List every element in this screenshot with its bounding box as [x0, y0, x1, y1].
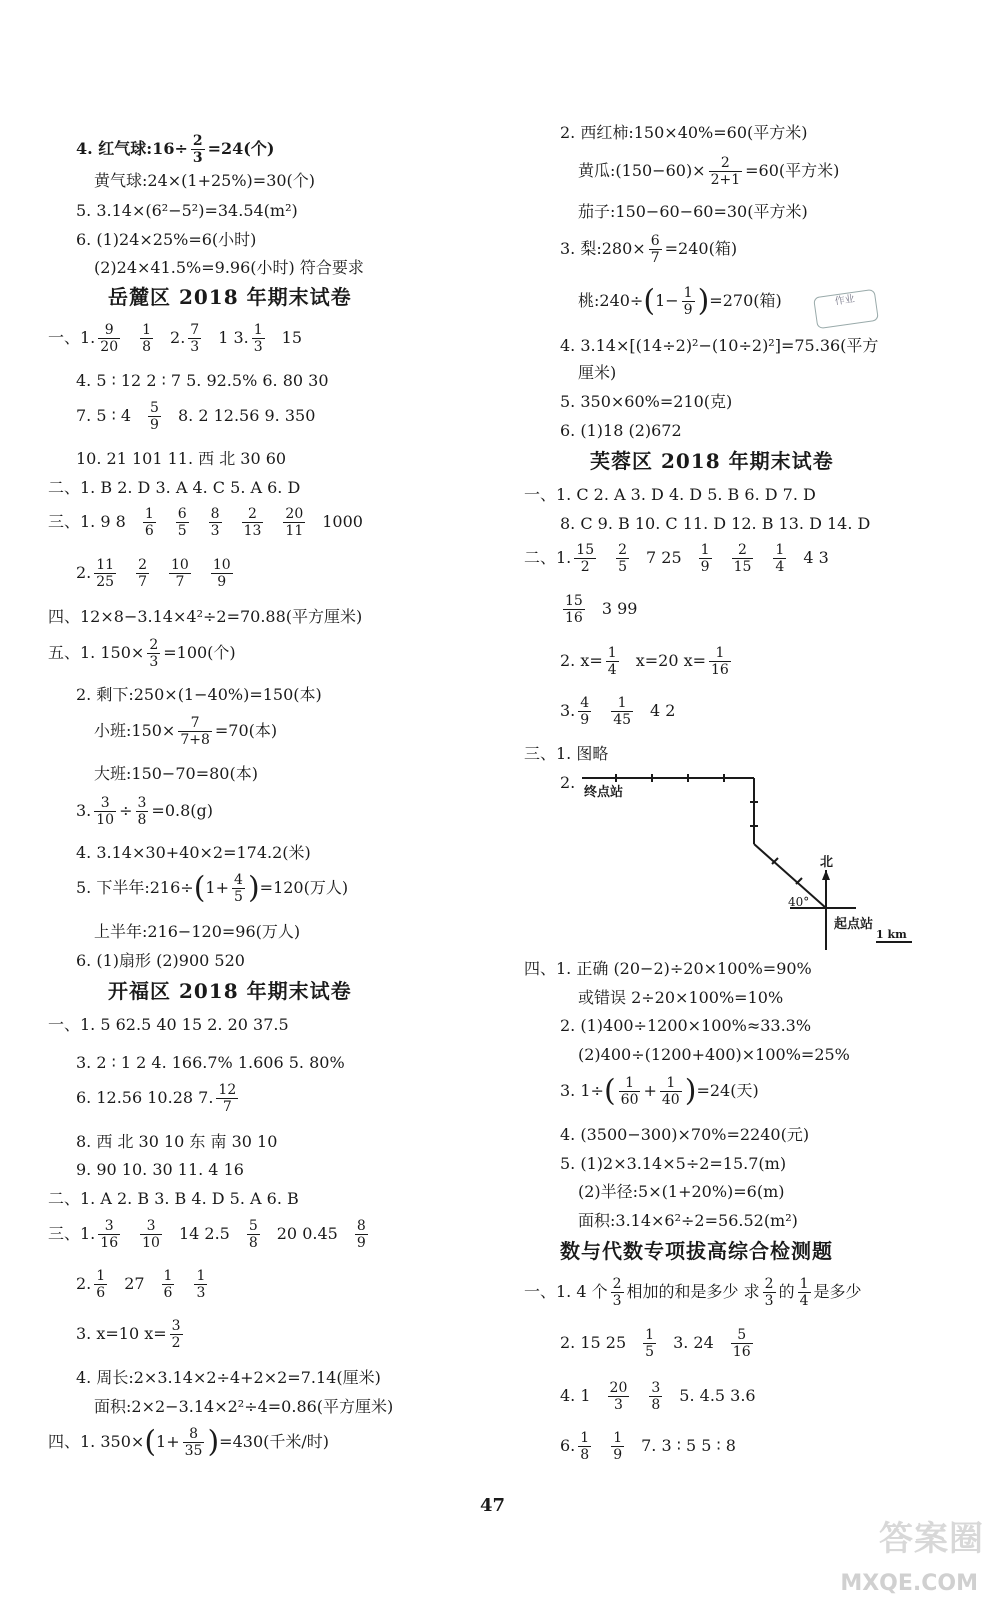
fraction: $\frac{1}{6}$	[144, 506, 154, 539]
fraction: $\frac{7}{7+8}$	[180, 715, 210, 748]
homework-stamp: 作业	[813, 289, 879, 329]
answer-line: 3. $\frac{3}{10}$ ÷ $\frac{3}{8}$ =0.8(g)	[76, 795, 213, 828]
answer-line: 10. 21 101 11. 西 北 30 60	[76, 449, 287, 468]
answer-line: 三、1. 图略	[524, 744, 609, 763]
start-station-label: 起点站	[834, 917, 874, 932]
north-label: 北	[820, 855, 834, 870]
fraction: $\frac{4}{5}$	[234, 872, 243, 905]
answer-line: 5. 350×60%=210(克)	[560, 392, 733, 411]
answer-line: 或错误 2÷20×100%=10%	[578, 988, 784, 1007]
fraction: $\frac{1}{4}$	[607, 645, 617, 678]
answer-line: 5. 下半年:216÷(1+ $\frac{4}{5}$ )=120(万人)	[76, 870, 349, 906]
fraction: $\frac{1}{9}$	[613, 1430, 623, 1463]
answer-line: (2)半径:5×(1+20%)=6(m)	[578, 1182, 785, 1201]
fraction: $\frac{10}{7}$	[171, 557, 189, 590]
fraction: $\frac{1}{4}$	[775, 542, 785, 575]
fraction: $\frac{20}{11}$	[285, 506, 304, 539]
section-title-furong: 芙蓉区 2018 年期末试卷	[590, 449, 834, 473]
answer-line: 四、12×8−3.14×4²÷2=70.88(平方厘米)	[48, 607, 363, 626]
fraction: $\frac{6}{7}$	[650, 233, 660, 266]
answer-line: $\frac{15}{16}$ 3 99	[565, 593, 638, 626]
route-diagram	[576, 772, 916, 952]
answer-line: 2. (1)400÷1200×100%≈33.3%	[560, 1016, 812, 1035]
answer-line: 2. $\frac{11}{25}$ $\frac{2}{7}$ $\frac{10}{7}$ $\frac{10}{9}$	[76, 557, 231, 590]
watermark-logo: 答案圈	[879, 1519, 984, 1559]
fraction: $\frac{1}{60}$	[620, 1075, 639, 1108]
answer-line: 三、1. 9 8 $\frac{1}{6}$ $\frac{6}{5}$ $\frac{8}{3}$ $\frac{2}{13}$ $\frac{20}{11}$ 1000	[48, 506, 363, 539]
answer-line: 四、1. 正确 (20−2)÷20×100%=90%	[524, 959, 812, 978]
fraction: $\frac{2}{3}$	[192, 133, 203, 166]
fraction: $\frac{1}{4}$	[799, 1276, 809, 1309]
section-title-shuyu: 数与代数专项拔高综合检测题	[560, 1239, 833, 1263]
answer-line: 4. 周长:2×3.14×2÷4+2×2=7.14(厘米)	[76, 1368, 381, 1387]
answer-line: 2.	[560, 773, 576, 792]
answer-line: 9. 90 10. 30 11. 4 16	[76, 1160, 244, 1179]
fraction: $\frac{2}{13}$	[243, 506, 262, 539]
fraction: $\frac{2}{2+1}$	[710, 155, 741, 188]
answer-line: 黄瓜:(150−60)× $\frac{2}{2+1}$ =60(平方米)	[578, 155, 840, 188]
end-station-label: 终点站	[584, 785, 624, 800]
answer-line: 6. $\frac{1}{8}$ $\frac{1}{9}$ 7. 3 ∶ 5 5 ∶ 8	[560, 1430, 736, 1463]
fraction: $\frac{2}{7}$	[138, 557, 148, 590]
fraction: $\frac{8}{9}$	[356, 1218, 366, 1251]
answer-line: 五、1. 150× $\frac{2}{3}$ =100(个)	[48, 637, 236, 670]
answer-line: 2. 15 25 $\frac{1}{5}$ 3. 24 $\frac{5}{16}$	[560, 1327, 751, 1360]
answer-line: 面积:3.14×6²÷2=56.52(m²)	[578, 1211, 798, 1230]
fraction: $\frac{6}{5}$	[177, 506, 187, 539]
fraction: $\frac{1}{16}$	[711, 645, 729, 678]
fraction: $\frac{2}{5}$	[618, 542, 628, 575]
fraction: $\frac{1}{6}$	[163, 1268, 173, 1301]
answer-line: (2)24×41.5%=9.96(小时) 符合要求	[94, 258, 364, 277]
page-number: 47	[480, 1495, 506, 1516]
answer-line: 4. 红气球:16÷ $\frac{2}{3}$ =24(个)	[76, 133, 275, 166]
answer-line: 7. 5 ∶ 4 $\frac{5}{9}$ 8. 2 12.56 9. 350	[76, 400, 316, 433]
fraction: $\frac{1}{8}$	[142, 322, 152, 355]
answer-line: 5. 3.14×(6²−5²)=34.54(m²)	[76, 201, 298, 220]
answer-line: 4. 3.14×[(14÷2)²−(10÷2)²]=75.36(平方	[560, 336, 879, 355]
answer-line: 8. 西 北 30 10 东 南 30 10	[76, 1132, 278, 1151]
answer-line: 3. 梨:280× $\frac{6}{7}$ =240(箱)	[560, 233, 738, 266]
fraction: $\frac{1}{9}$	[700, 542, 710, 575]
answer-line: 一、1. 4 个 $\frac{2}{3}$ 相加的和是多少 求 $\frac{2}{3}$ 的 $\frac{1}{4}$ 是多少	[524, 1276, 862, 1309]
answer-line: 6. 12.56 10.28 7. $\frac{12}{7}$	[76, 1082, 237, 1115]
answer-line: 大班:150−70=80(本)	[94, 764, 258, 783]
fraction: $\frac{10}{9}$	[212, 557, 231, 590]
fraction: $\frac{7}{3}$	[190, 322, 200, 355]
fraction: $\frac{1}{3}$	[253, 322, 263, 355]
answer-line: 4. 3.14×30+40×2=174.2(米)	[76, 843, 311, 862]
scale-label: 1 km	[876, 928, 907, 941]
answer-line: 3. 1÷( $\frac{1}{60}$ + $\frac{1}{40}$ )=24(天)	[560, 1073, 759, 1109]
north-arrow-icon	[822, 870, 830, 880]
answer-line: 厘米)	[578, 363, 617, 382]
answer-line: 6. (1)24×25%=6(小时)	[76, 230, 257, 249]
fraction: $\frac{1}{5}$	[645, 1327, 655, 1360]
answer-line: 3. 2 ∶ 1 2 4. 166.7% 1.606 5. 80%	[76, 1053, 345, 1072]
fraction: $\frac{4}{9}$	[580, 695, 590, 728]
answer-line: 上半年:216−120=96(万人)	[94, 922, 301, 941]
answer-line: 二、1. A 2. B 3. B 4. D 5. A 6. B	[48, 1189, 299, 1208]
fraction: $\frac{5}{8}$	[248, 1218, 258, 1251]
fraction: $\frac{1}{45}$	[613, 695, 632, 728]
fraction: $\frac{1}{8}$	[580, 1430, 590, 1463]
fraction: $\frac{1}{9}$	[683, 285, 693, 318]
fraction: $\frac{12}{7}$	[218, 1082, 237, 1115]
fraction: $\frac{3}{8}$	[137, 795, 147, 828]
fraction: $\frac{2}{3}$	[612, 1276, 622, 1309]
watermark-url: MXQE.COM	[840, 1571, 978, 1596]
fraction: $\frac{3}{2}$	[171, 1318, 181, 1351]
answer-line: 面积:2×2−3.14×2²÷4=0.86(平方厘米)	[94, 1397, 394, 1416]
fraction: $\frac{5}{16}$	[732, 1327, 751, 1360]
answer-line: 8. C 9. B 10. C 11. D 12. B 13. D 14. D	[560, 514, 871, 533]
answer-line: (2)400÷(1200+400)×100%=25%	[578, 1045, 850, 1064]
answer-line: 桃:240÷(1− $\frac{1}{9}$ )=270(箱)	[578, 283, 782, 319]
answer-line: 2. 西红柿:150×40%=60(平方米)	[560, 123, 808, 142]
answer-line: 3. $\frac{4}{9}$ $\frac{1}{45}$ 4 2	[560, 695, 676, 728]
fraction: $\frac{3}{10}$	[142, 1218, 160, 1251]
angle-label: 40°	[788, 895, 810, 909]
fraction: $\frac{15}{2}$	[576, 542, 595, 575]
fraction: $\frac{3}{10}$	[96, 795, 115, 828]
answer-line: 6. (1)扇形 (2)900 520	[76, 951, 245, 970]
answer-line: 3. x=10 x= $\frac{3}{2}$	[76, 1318, 181, 1351]
answer-line: 一、1. 5 62.5 40 15 2. 20 37.5	[48, 1015, 289, 1034]
answer-line: 二、1. B 2. D 3. A 4. C 5. A 6. D	[48, 478, 301, 497]
answer-line: 一、1. C 2. A 3. D 4. D 5. B 6. D 7. D	[524, 485, 816, 504]
answer-line: 小班:150× $\frac{7}{7+8}$ =70(本)	[94, 715, 278, 748]
fraction: $\frac{9}{20}$	[100, 322, 119, 355]
answer-line: 4. 5 ∶ 12 2 ∶ 7 5. 92.5% 6. 80 30	[76, 371, 329, 390]
fraction: $\frac{1}{3}$	[196, 1268, 206, 1301]
fraction: $\frac{3}{8}$	[651, 1380, 661, 1413]
answer-line: 黄气球:24×(1+25%)=30(个)	[94, 171, 316, 190]
fraction: $\frac{8}{3}$	[210, 506, 220, 539]
answer-line: 四、1. 350×(1+ $\frac{8}{35}$ )=430(千米/时)	[48, 1424, 329, 1460]
answer-line: 一、1. $\frac{9}{20}$ $\frac{1}{8}$ 2. $\frac{7}{3}$ 1 3. $\frac{1}{3}$ 15	[48, 322, 303, 355]
answer-line: 5. (1)2×3.14×5÷2=15.7(m)	[560, 1154, 787, 1173]
answer-line: 二、1. $\frac{15}{2}$ $\frac{2}{5}$ 7 25 $\frac{1}{9}$ $\frac{2}{15}$ $\frac{1}{4}$ 4 3	[524, 542, 829, 575]
answer-line: 2. $\frac{1}{6}$ 27 $\frac{1}{6}$ $\frac{1}{3}$	[76, 1268, 206, 1301]
fraction: $\frac{3}{16}$	[100, 1218, 119, 1251]
answer-line: 2. 剩下:250×(1−40%)=150(本)	[76, 685, 322, 704]
fraction: $\frac{20}{3}$	[609, 1380, 628, 1413]
fraction: $\frac{8}{35}$	[184, 1426, 203, 1459]
fraction: $\frac{15}{16}$	[565, 593, 583, 626]
answer-line: 茄子:150−60−60=30(平方米)	[578, 202, 808, 221]
fraction: $\frac{2}{3}$	[149, 637, 159, 670]
fraction: $\frac{1}{40}$	[661, 1075, 680, 1108]
fraction: $\frac{1}{6}$	[96, 1268, 106, 1301]
fraction: $\frac{11}{25}$	[96, 557, 115, 590]
fraction: $\frac{2}{3}$	[764, 1276, 774, 1309]
section-title-kaifu: 开福区 2018 年期末试卷	[108, 979, 352, 1003]
answer-line: 6. (1)18 (2)672	[560, 421, 682, 440]
answer-line: 三、1. $\frac{3}{16}$ $\frac{3}{10}$ 14 2.5 $\frac{5}{8}$ 20 0.45 $\frac{8}{9}$	[48, 1218, 366, 1251]
answer-line: 2. x= $\frac{1}{4}$ x=20 x= $\frac{1}{16}$	[560, 645, 729, 678]
section-title-yuelu: 岳麓区 2018 年期末试卷	[108, 285, 352, 309]
fraction: $\frac{5}{9}$	[150, 400, 159, 433]
answer-line: 4. (3500−300)×70%=2240(元)	[560, 1125, 810, 1144]
fraction: $\frac{2}{15}$	[733, 542, 752, 575]
answer-line: 4. 1 $\frac{20}{3}$ $\frac{3}{8}$ 5. 4.5 3.6	[560, 1380, 756, 1413]
